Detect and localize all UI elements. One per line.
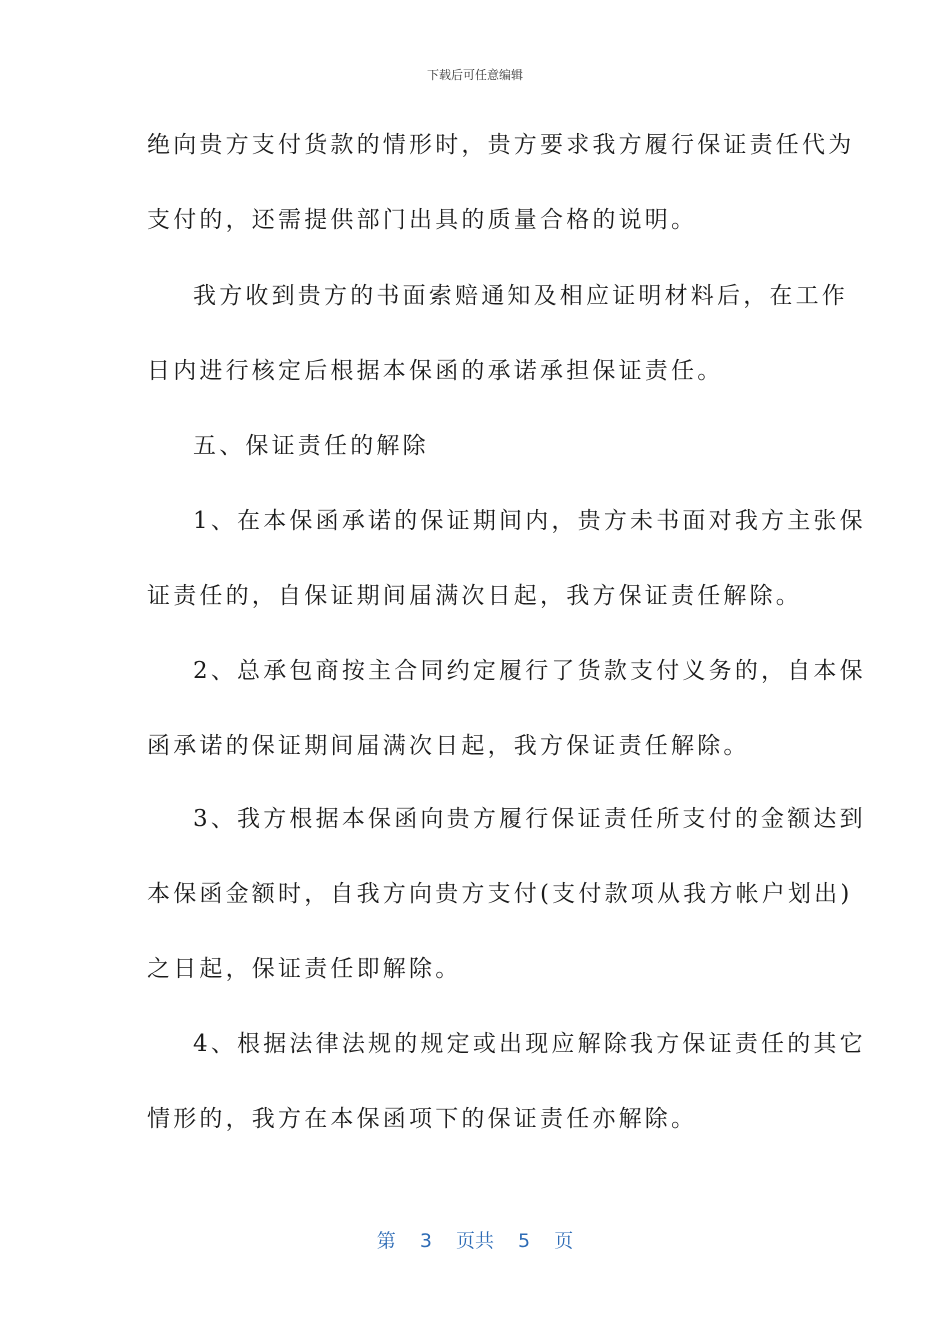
- paragraph-line: 日内进行核定后根据本保函的承诺承担保证责任。: [147, 358, 724, 384]
- page-current: 3: [419, 1230, 432, 1252]
- paragraph-line: 本保函金额时，自我方向贵方支付(支付款项从我方帐户划出): [147, 881, 853, 907]
- paragraph-line: 函承诺的保证期间届满次日起，我方保证责任解除。: [147, 733, 750, 759]
- paragraph-line: 支付的，还需提供部门出具的质量合格的说明。: [147, 207, 698, 233]
- paragraph-line: 2、总承包商按主合同约定履行了货款支付义务的，自本保: [193, 658, 866, 684]
- page-number-footer: [0, 1226, 950, 1253]
- paragraph-line: 情形的，我方在本保函项下的保证责任亦解除。: [147, 1106, 698, 1132]
- paragraph-line: 我方收到贵方的书面索赔通知及相应证明材料后，在工作: [193, 283, 848, 309]
- page-prefix: 第: [376, 1230, 396, 1252]
- page-header-note: 下载后可任意编辑: [426, 68, 523, 82]
- page-mid: 页共: [455, 1230, 494, 1252]
- paragraph-line: 4、根据法律法规的规定或出现应解除我方保证责任的其它: [193, 1031, 866, 1057]
- page-suffix: 页: [554, 1230, 574, 1252]
- paragraph-line: 1、在本保函承诺的保证期间内，贵方未书面对我方主张保: [193, 508, 866, 534]
- page-total: 5: [518, 1230, 531, 1252]
- section-heading: 五、保证责任的解除: [193, 433, 429, 459]
- paragraph-line: 绝向贵方支付货款的情形时，贵方要求我方履行保证责任代为: [147, 132, 855, 158]
- paragraph-line: 之日起，保证责任即解除。: [147, 956, 462, 982]
- paragraph-line: 证责任的，自保证期间届满次日起，我方保证责任解除。: [147, 583, 802, 609]
- paragraph-line: 3、我方根据本保函向贵方履行保证责任所支付的金额达到: [193, 806, 866, 832]
